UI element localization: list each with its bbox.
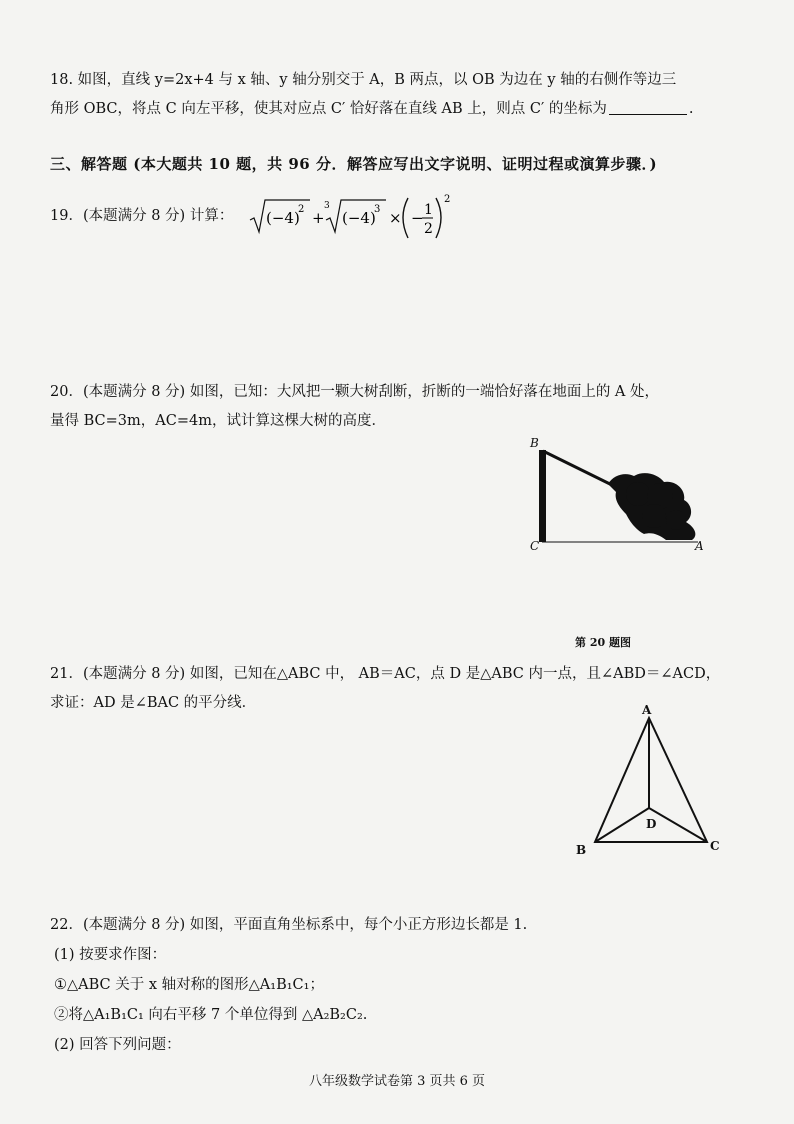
q18-line2: [50, 99, 694, 120]
q20-label-a: A: [695, 539, 704, 553]
q20-label-c: C: [530, 539, 540, 553]
f-times: ×: [389, 209, 402, 227]
f-root-index: 3: [324, 201, 330, 211]
f-den: 2: [424, 221, 433, 237]
question-20: [50, 382, 659, 432]
paren-left: [403, 198, 408, 238]
question-22: [50, 910, 527, 1060]
page-footer: 八年级数学试卷第 3 页共 6 页: [308, 1074, 486, 1089]
q21-line2: 求证：AD 是∠BAC 的平分线．: [50, 695, 257, 711]
tree-trunk: [539, 450, 546, 542]
q18-line1: 18. 如图，直线 y=2x+4 与 x 轴、y 轴分别交于 A，B 两点，以 OB 为边在 y 轴的右侧作等边三: [50, 72, 677, 88]
f-inner-1: (−4): [266, 209, 300, 227]
f-inner-2: (−4): [342, 209, 376, 227]
q19-formula: [248, 192, 458, 242]
f-plus: +: [312, 209, 325, 227]
f-minus: −: [411, 209, 424, 227]
q21-label-b: B: [576, 843, 587, 857]
q22-line3: ①△ABC 关于 x 轴对称的图形△A₁B₁C₁；: [54, 977, 324, 993]
q21-label-d: D: [646, 817, 657, 831]
q22-line5: (2) 回答下列问题：: [54, 1037, 181, 1053]
q21-label-a: A: [642, 703, 652, 717]
f-exp-3: 2: [444, 194, 451, 205]
f-exp-2: 3: [374, 204, 381, 215]
question-18: [50, 70, 694, 120]
q22-line4: ②将△A₁B₁C₁ 向右平移 7 个单位得到 △A₂B₂C₂.: [54, 1007, 368, 1023]
paren-right: [436, 198, 441, 238]
question-21: [50, 664, 720, 714]
q22-line1: 22．(本题满分 8 分) 如图，平面直角坐标系中，每个小正方形边长都是 1.: [50, 917, 528, 933]
broken-trunk: [543, 451, 614, 486]
q21-label-c: C: [710, 839, 720, 853]
q18-line2-text: 角形 OBC，将点 C 向左平移，使其对应点 C′ 恰好落在直线 AB 上，则点 C′ 的坐标为: [50, 101, 607, 117]
q20-figure: [526, 434, 716, 549]
q22-line2: (1) 按要求作图：: [54, 947, 167, 963]
q20-label-b: B: [530, 436, 539, 450]
section-3-heading: 三、解答题 (本大题共 10 题，共 96 分．解答应写出文字说明、证明过程或演算步骤．): [50, 155, 658, 173]
q20-caption: 第 20 题图: [575, 636, 631, 649]
f-exp-1: 2: [298, 204, 305, 215]
q19-text: 19．(本题满分 8 分) 计算：: [50, 208, 234, 224]
f-num: 1: [424, 202, 433, 218]
q20-line1: 20．(本题满分 8 分) 如图，已知：大风把一颗大树刮断，折断的一端恰好落在地面上的 A 处，: [50, 384, 660, 400]
q21-line1: 21．(本题满分 8 分) 如图，已知在△ABC 中， AB＝AC，点 D 是△ABC 内一点，且∠ABD＝∠ACD，: [50, 666, 721, 682]
q20-line2: 量得 BC=3m，AC=4m，试计算这棵大树的高度．: [50, 413, 386, 429]
answer-blank[interactable]: [609, 100, 687, 115]
tree-foliage: [608, 473, 695, 540]
q18-line2-end: .: [688, 101, 694, 117]
